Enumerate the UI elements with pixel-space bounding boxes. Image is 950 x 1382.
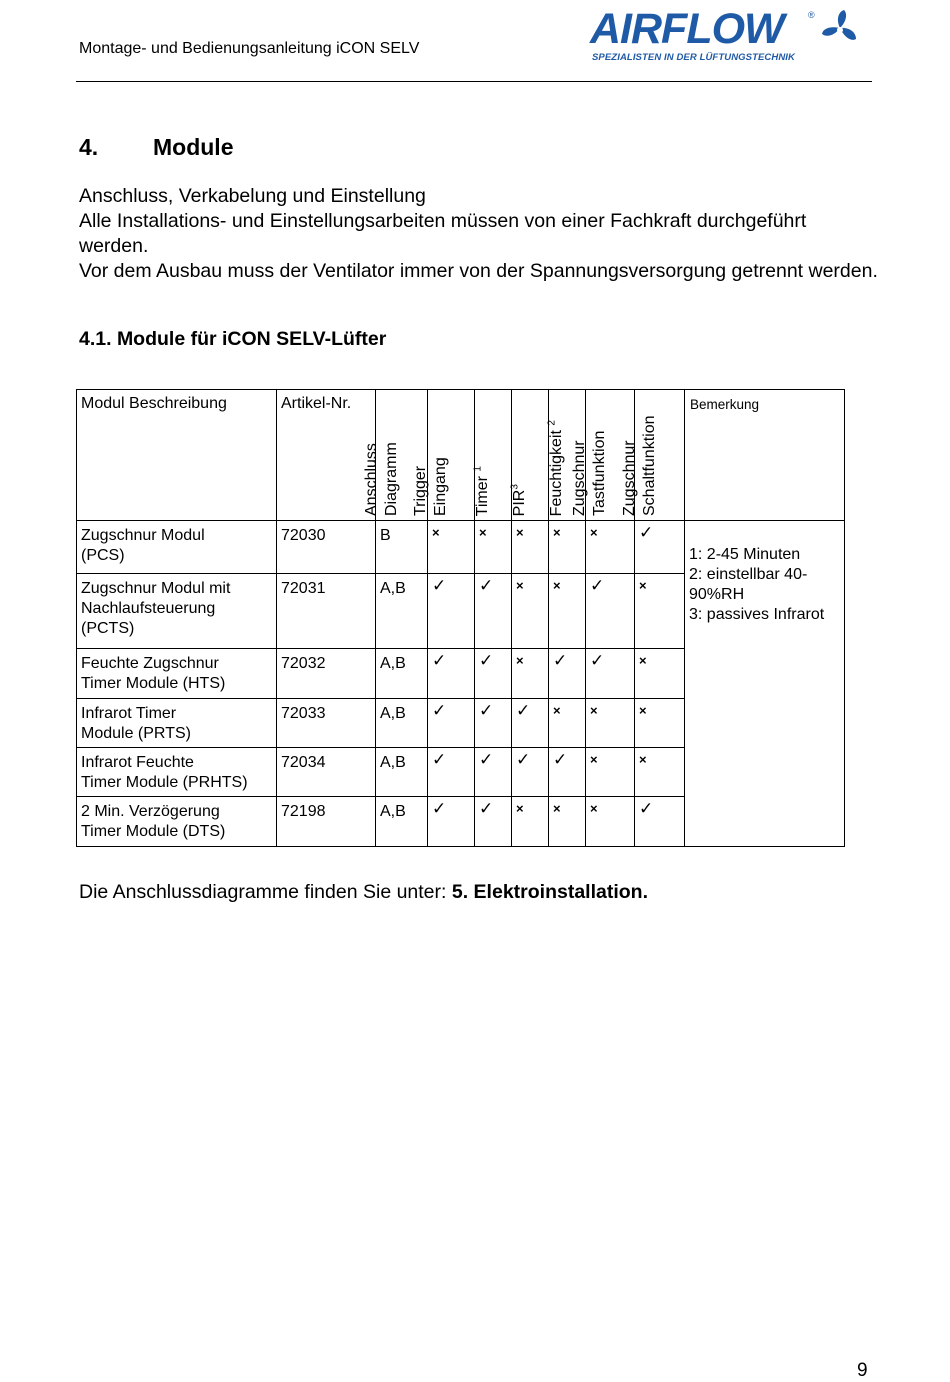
header-article: Artikel-Nr. xyxy=(277,390,376,521)
registered-mark: ® xyxy=(808,10,815,20)
table-header-row xyxy=(77,390,845,521)
header-trigger: Trigger Eingang xyxy=(428,390,475,521)
cross-mark-icon: × xyxy=(586,521,635,574)
header-pir: PIR$^3$ xyxy=(512,390,549,521)
header-description: Modul Beschreibung xyxy=(77,390,277,521)
header-pull-tap: Zugschnur Tastfunktion xyxy=(586,390,635,521)
header-diagram: Anschluss Diagramm xyxy=(376,390,428,521)
cross-mark-icon: × xyxy=(635,699,685,748)
check-mark-icon: ✓ xyxy=(635,521,685,574)
cross-mark-icon: × xyxy=(635,748,685,797)
article-number: 72198 xyxy=(277,797,376,847)
check-mark-icon: ✓ xyxy=(549,748,586,797)
check-mark-icon: ✓ xyxy=(586,649,635,699)
section-title: Module xyxy=(153,134,234,160)
footer-link-text: 5. Elektroinstallation. xyxy=(451,881,649,903)
cross-mark-icon: × xyxy=(586,797,635,847)
cross-mark-icon: × xyxy=(428,521,475,574)
document-header-title: Montage- und Bedienungsanleitung iCON SELV xyxy=(79,40,420,57)
airflow-logo xyxy=(590,6,870,68)
cross-mark-icon: × xyxy=(512,797,549,847)
footer-text: Die Anschlussdiagramme finden Sie unter: xyxy=(79,881,452,903)
check-mark-icon: ✓ xyxy=(512,699,549,748)
header-humidity: Feuchtigkeit $^2$ xyxy=(549,390,586,521)
article-number: 72030 xyxy=(277,521,376,574)
connection-diagram: A,B xyxy=(376,797,428,847)
fan-icon xyxy=(818,8,862,52)
cross-mark-icon: × xyxy=(549,699,586,748)
module-description: 2 Min. Verzögerung Timer Module (DTS) xyxy=(77,797,277,847)
footer-reference xyxy=(79,881,648,904)
page-number: 9 xyxy=(857,1360,868,1381)
module-description: Infrarot Timer Module (PRTS) xyxy=(77,699,277,748)
cross-mark-icon: × xyxy=(586,699,635,748)
module-description: Zugschnur Modul (PCS) xyxy=(77,521,277,574)
connection-diagram: A,B xyxy=(376,574,428,649)
check-mark-icon: ✓ xyxy=(635,797,685,847)
cross-mark-icon: × xyxy=(635,649,685,699)
modules-table xyxy=(76,389,845,847)
check-mark-icon: ✓ xyxy=(475,649,512,699)
article-number: 72031 xyxy=(277,574,376,649)
remark-line: 2: einstellbar 40-90%RH xyxy=(689,566,808,603)
check-mark-icon: ✓ xyxy=(428,748,475,797)
logo-wordmark: AIRFLOW xyxy=(590,5,784,53)
connection-diagram: A,B xyxy=(376,748,428,797)
remarks-cell xyxy=(685,521,845,847)
header-timer: Timer $^1$ xyxy=(475,390,512,521)
cross-mark-icon: × xyxy=(512,649,549,699)
check-mark-icon: ✓ xyxy=(549,649,586,699)
cross-mark-icon: × xyxy=(549,521,586,574)
cross-mark-icon: × xyxy=(635,574,685,649)
cross-mark-icon: × xyxy=(586,748,635,797)
section-number: 4. xyxy=(79,134,99,160)
check-mark-icon: ✓ xyxy=(428,574,475,649)
module-description: Feuchte Zugschnur Timer Module (HTS) xyxy=(77,649,277,699)
article-number: 72032 xyxy=(277,649,376,699)
logo-tagline: SPEZIALISTEN IN DER LÜFTUNGSTECHNIK xyxy=(592,52,796,63)
check-mark-icon: ✓ xyxy=(512,748,549,797)
connection-diagram: A,B xyxy=(376,649,428,699)
article-number: 72033 xyxy=(277,699,376,748)
table-row xyxy=(77,521,845,574)
table-body xyxy=(77,521,845,847)
check-mark-icon: ✓ xyxy=(586,574,635,649)
connection-diagram: A,B xyxy=(376,699,428,748)
cross-mark-icon: × xyxy=(549,797,586,847)
module-description: Infrarot Feuchte Timer Module (PRHTS) xyxy=(77,748,277,797)
header-pull-switch: Zugschnur Schaltfunktion xyxy=(635,390,685,521)
intro-line-1: Anschluss, Verkabelung und Einstellung xyxy=(79,185,426,207)
check-mark-icon: ✓ xyxy=(475,574,512,649)
cross-mark-icon: × xyxy=(475,521,512,574)
check-mark-icon: ✓ xyxy=(428,649,475,699)
cross-mark-icon: × xyxy=(512,521,549,574)
remark-line: 1: 2-45 Minuten xyxy=(689,546,801,563)
intro-line-2: Alle Installations- und Einstellungsarbeiten müssen von einer Fachkraft durchgeführt werden. xyxy=(79,210,807,257)
check-mark-icon: ✓ xyxy=(428,797,475,847)
header-remark: Bemerkung xyxy=(685,390,845,521)
check-mark-icon: ✓ xyxy=(475,797,512,847)
intro-line-3: Vor dem Ausbau muss der Ventilator immer von der Spannungsversorgung getrennt werden. xyxy=(79,260,878,282)
check-mark-icon: ✓ xyxy=(475,699,512,748)
module-description: Zugschnur Modul mit Nachlaufsteuerung (PCTS) xyxy=(77,574,277,649)
remark-line: 3: passives Infrarot xyxy=(689,606,825,623)
cross-mark-icon: × xyxy=(512,574,549,649)
header-divider xyxy=(76,81,872,82)
check-mark-icon: ✓ xyxy=(475,748,512,797)
connection-diagram: B xyxy=(376,521,428,574)
check-mark-icon: ✓ xyxy=(428,699,475,748)
cross-mark-icon: × xyxy=(549,574,586,649)
article-number: 72034 xyxy=(277,748,376,797)
subsection-title: 4.1. Module für iCON SELV-Lüfter xyxy=(79,328,387,350)
